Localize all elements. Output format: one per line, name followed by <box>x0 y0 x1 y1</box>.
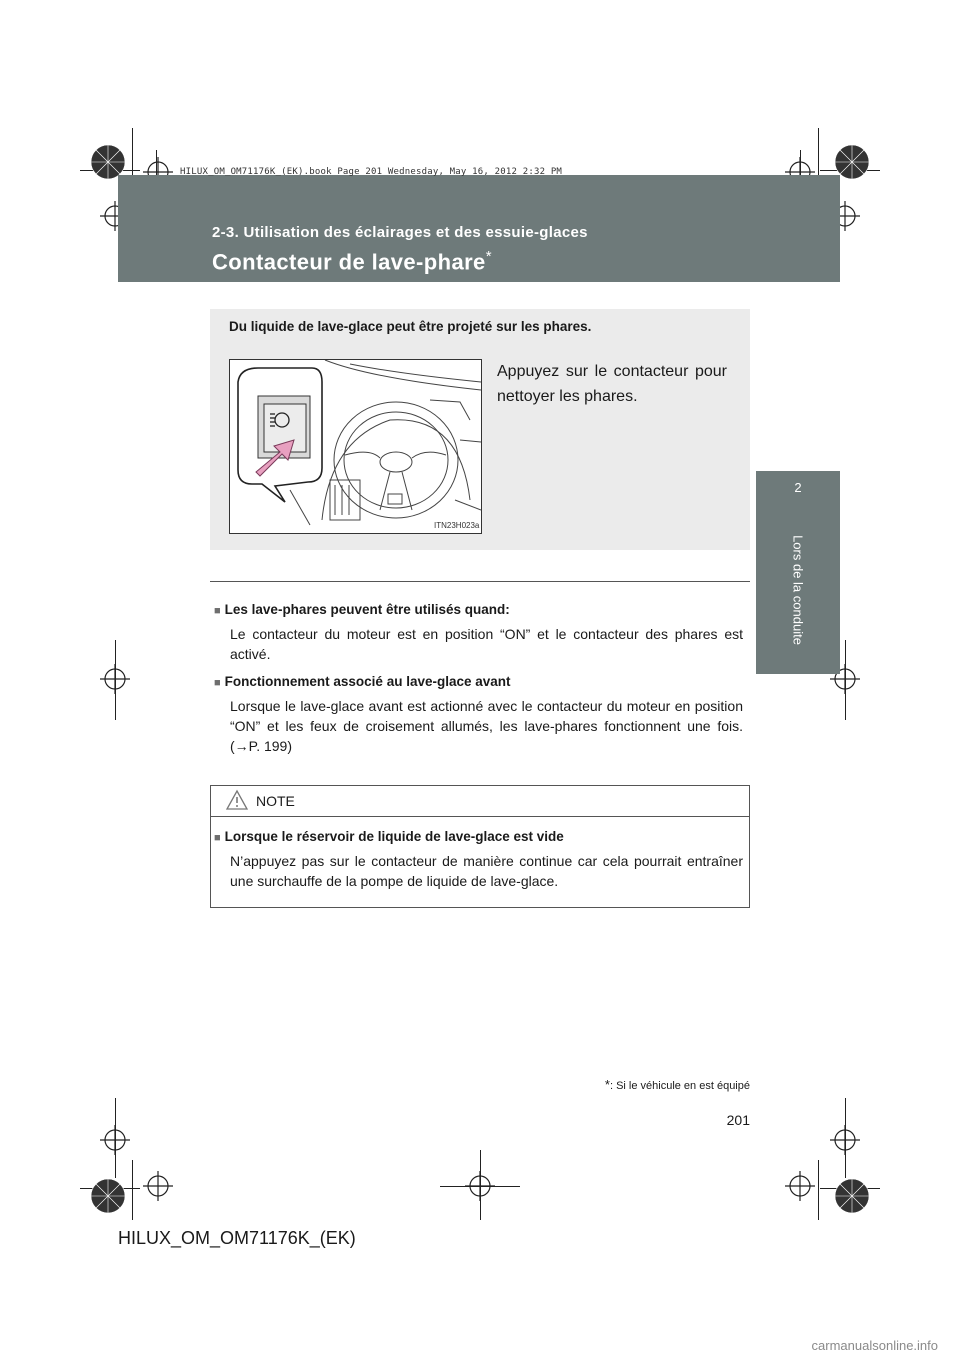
chapter-label: Lors de la conduite <box>790 535 806 645</box>
dashboard-illustration <box>229 359 482 534</box>
warning-triangle-icon <box>225 789 249 811</box>
note-text: Lorsque le lave-glace avant est actionné avec le contacteur du moteur en position “ON” et les feux de croisement allumés, les lave-phares fonctionnent une fois. (→P. 199) <box>230 698 743 754</box>
book-stamp: HILUX_OM_OM71176K_(EK).book Page 201 Wednesday, May 16, 2012 2:32 PM <box>180 167 563 177</box>
notice-separator <box>211 816 749 817</box>
watermark-text[interactable]: carmanualsonline.info <box>811 1338 938 1353</box>
page-title <box>212 248 492 275</box>
watermark-bar <box>0 1335 960 1358</box>
document-code: HILUX_OM_OM71176K_(EK) <box>118 1228 356 1248</box>
intro-instruction: Appuyez sur le contacteur pour nettoyer les phares. <box>497 363 727 405</box>
bullet-icon: ■ <box>214 605 221 617</box>
note-title: Les lave-phares peuvent être utilisés quand: <box>224 602 510 617</box>
page-title-text: Contacteur de lave-phare <box>212 249 486 275</box>
note-title: Fonctionnement associé au lave-glace avant <box>224 674 511 689</box>
footnote <box>560 1077 750 1092</box>
equipment-mark: * <box>485 248 492 265</box>
note-text: Le contacteur du moteur est en position “ON” et le contacteur des phares est activé. <box>230 626 743 662</box>
note-heading <box>214 673 511 691</box>
steering-wheel-illustration <box>230 360 481 533</box>
bullet-icon: ■ <box>214 832 221 844</box>
note-heading <box>214 601 510 619</box>
notice-title: Lorsque le réservoir de liquide de lave-glace est vide <box>224 829 564 844</box>
intro-heading: Du liquide de lave-glace peut être projeté sur les phares. <box>229 319 592 334</box>
page-number: 201 <box>726 1112 750 1128</box>
chapter-number: 2 <box>756 471 840 504</box>
notice-label: NOTE <box>256 793 295 809</box>
footnote-mark: * <box>604 1077 610 1092</box>
notice-text: N’appuyez pas sur le contacteur de manière continue car cela pourrait entraîner une surchauffe de la pompe de liquide de lave-glace. <box>230 853 743 889</box>
bullet-icon: ■ <box>214 677 221 689</box>
notice-heading <box>214 828 564 846</box>
separator-rule <box>210 581 750 582</box>
figure-code: ITN23H023a <box>434 521 480 530</box>
footnote-text: : Si le véhicule en est équipé <box>609 1080 750 1092</box>
section-title: 2-3. Utilisation des éclairages et des essuie-glaces <box>212 224 588 241</box>
